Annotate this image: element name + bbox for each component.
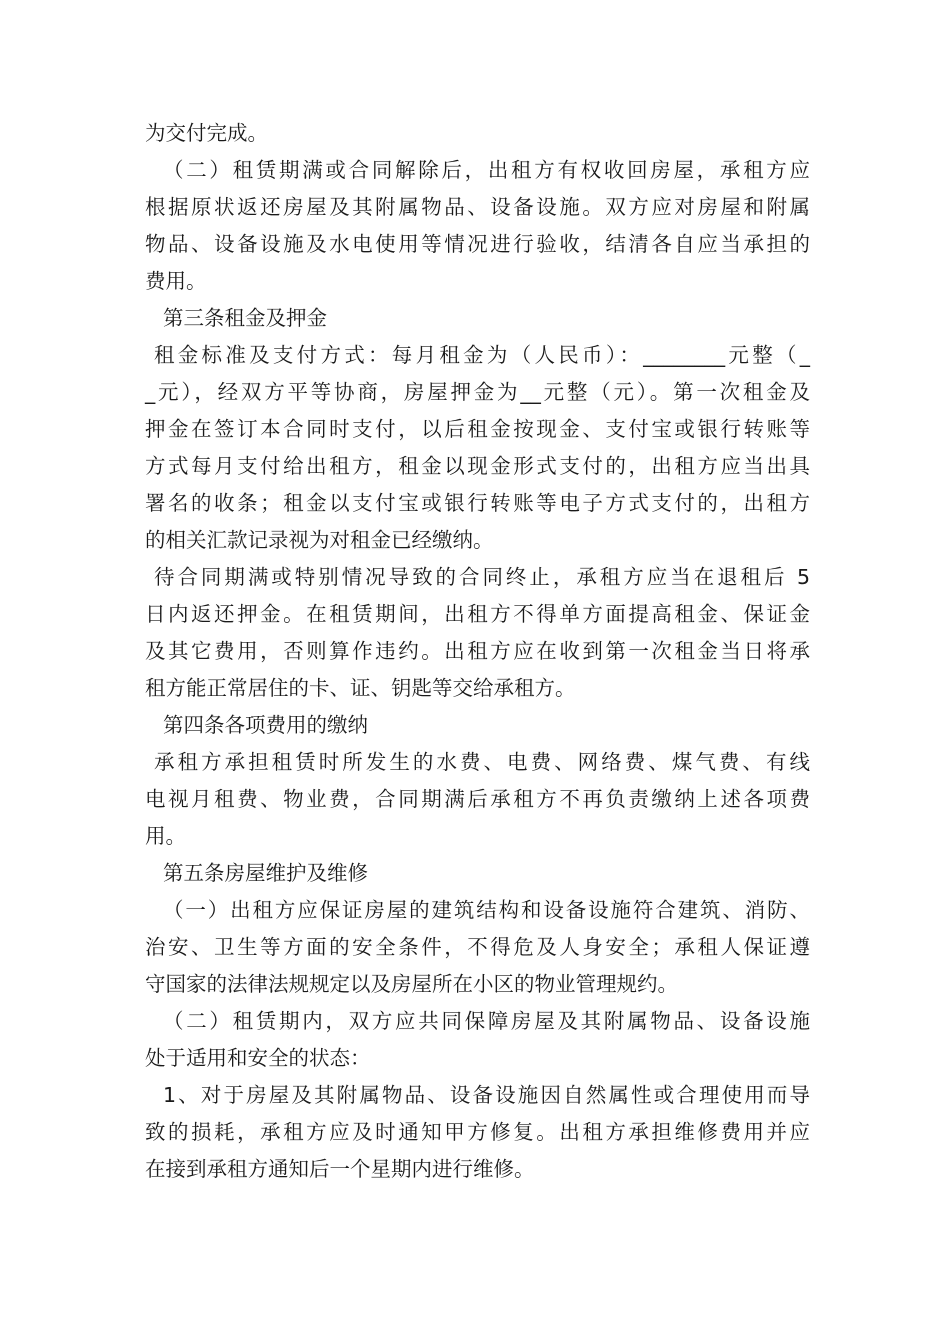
text-line: 守国家的法律法规规定以及房屋所在小区的物业管理规约。 bbox=[145, 972, 678, 996]
text-line: 署名的收条；租金以支付宝或银行转账等电子方式支付的，出租方 bbox=[145, 491, 810, 515]
text-line: 的相关汇款记录视为对租金已经缴纳。 bbox=[145, 528, 494, 552]
text-line: 1、对于房屋及其附属物品、设备设施因自然属性或合理使用而导 bbox=[163, 1083, 810, 1107]
text-line: 及其它费用，否则算作违约。出租方应在收到第一次租金当日将承 bbox=[145, 639, 810, 663]
text-line: 租方能正常居住的卡、证、钥匙等交给承租方。 bbox=[145, 676, 576, 700]
text-line: （二）租赁期内，双方应共同保障房屋及其附属物品、设备设施 bbox=[163, 1009, 810, 1033]
text-line: 日内返还押金。在租赁期间，出租方不得单方面提高租金、保证金 bbox=[145, 602, 810, 626]
section-heading: 第五条房屋维护及维修 bbox=[163, 861, 368, 885]
text-line: _元），经双方平等协商，房屋押金为__元整（元）。第一次租金及 bbox=[145, 380, 810, 404]
text-line: 治安、卫生等方面的安全条件，不得危及人身安全；承租人保证遵 bbox=[145, 935, 810, 959]
document-body bbox=[145, 115, 810, 1188]
text-line: （一）出租方应保证房屋的建筑结构和设备设施符合建筑、消防、 bbox=[163, 898, 810, 922]
text-line: 致的损耗，承租方应及时通知甲方修复。出租方承担维修费用并应 bbox=[145, 1120, 810, 1144]
text-line: 方式每月支付给出租方，租金以现金形式支付的，出租方应当出具 bbox=[145, 454, 810, 478]
text-line: （二）租赁期满或合同解除后，出租方有权收回房屋，承租方应 bbox=[163, 158, 810, 182]
text-line: 电视月租费、物业费，合同期满后承租方不再负责缴纳上述各项费 bbox=[145, 787, 810, 811]
section-heading: 第四条各项费用的缴纳 bbox=[163, 713, 368, 737]
text-line: 处于适用和安全的状态： bbox=[145, 1046, 371, 1070]
text-line: 在接到承租方通知后一个星期内进行维修。 bbox=[145, 1157, 535, 1181]
text-line: 押金在签订本合同时支付，以后租金按现金、支付宝或银行转账等 bbox=[145, 417, 810, 441]
text-line: 待合同期满或特别情况导致的合同终止，承租方应当在退租后 5 bbox=[154, 565, 810, 589]
text-line: 根据原状返还房屋及其附属物品、设备设施。双方应对房屋和附属 bbox=[145, 195, 810, 219]
text-line: 费用。 bbox=[145, 269, 207, 293]
section-heading: 第三条租金及押金 bbox=[163, 306, 327, 330]
text-line: 租金标准及支付方式：每月租金为（人民币）：________元整（_ bbox=[154, 343, 810, 367]
text-line: 物品、设备设施及水电使用等情况进行验收，结清各自应当承担的 bbox=[145, 232, 810, 256]
text-line: 承租方承担租赁时所发生的水费、电费、网络费、煤气费、有线 bbox=[154, 750, 810, 774]
text-line: 为交付完成。 bbox=[145, 121, 268, 145]
text-line: 用。 bbox=[145, 824, 186, 848]
